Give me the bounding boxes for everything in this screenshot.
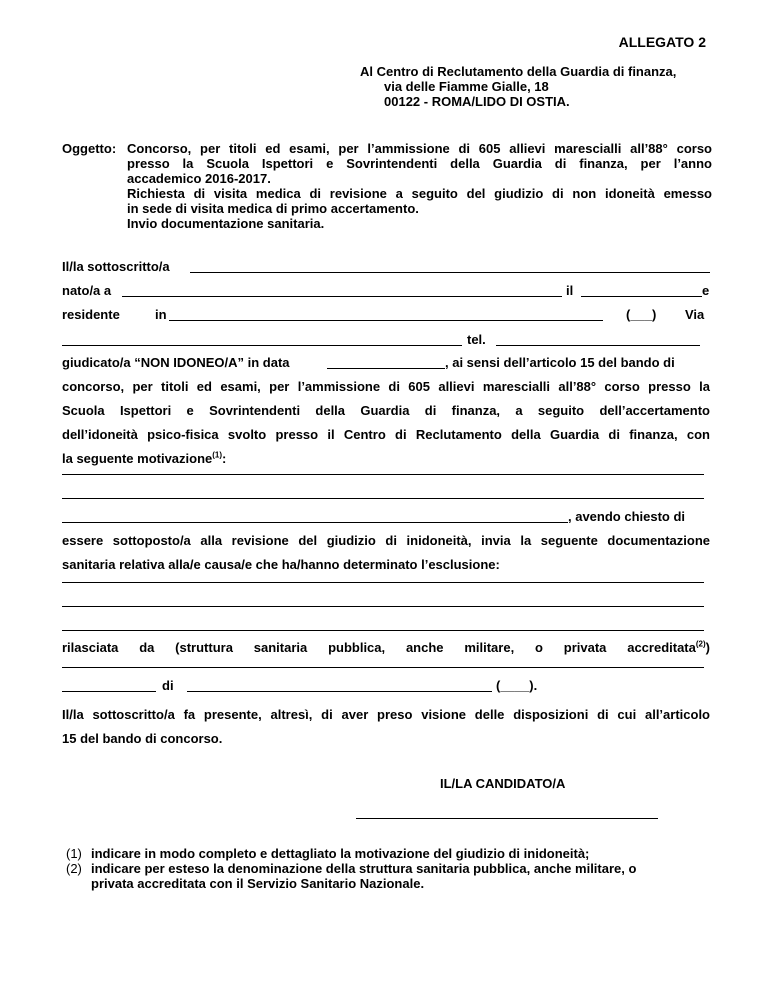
phone-field[interactable] xyxy=(496,345,700,346)
body-text: anche xyxy=(405,640,444,655)
recipient-line: via delle Fiamme Gialle, 18 xyxy=(384,79,549,94)
body-text: militare, xyxy=(464,640,515,655)
motivation-field[interactable] xyxy=(62,474,704,475)
subject-line: in sede di visita medica di primo accertamento. xyxy=(127,201,419,216)
issued-by-line xyxy=(62,640,710,655)
footnote-ref: (2) xyxy=(695,639,706,649)
body-text: o xyxy=(535,640,543,655)
body-text: essere sottoposto/a alla revisione del giudizio di inidoneità, invia la seguente documentazione xyxy=(62,533,710,548)
body-text: dell’idoneità psico-fisica svolto presso il Centro di Reclutamento della Guardia di finanza, con xyxy=(62,427,710,442)
signature-label: IL/LA CANDIDATO/A xyxy=(440,776,566,791)
body-text: la seguente motivazione$^{(1)}$: xyxy=(62,450,227,466)
province-field[interactable]: (____). xyxy=(496,678,538,693)
name-field[interactable] xyxy=(190,272,710,273)
body-text: (struttura xyxy=(175,640,233,655)
subject-line: presso la Scuola Ispettori e Sovrintendenti della Guardia di finanza, per l’anno xyxy=(127,156,712,171)
body-text: privata xyxy=(563,640,607,655)
footnote-ref: (1) xyxy=(212,450,223,460)
street-field[interactable] xyxy=(62,345,462,346)
documentation-field[interactable] xyxy=(62,630,704,631)
body-text: , avendo chiesto di xyxy=(568,509,686,524)
subject-label: Oggetto: xyxy=(62,141,117,156)
footnote-text: indicare per esteso la denominazione della struttura sanitaria pubblica, anche militare, o xyxy=(91,861,637,876)
city-field[interactable] xyxy=(187,691,492,692)
field-label: Via xyxy=(685,307,705,322)
motivation-field[interactable] xyxy=(62,522,568,523)
signature-field[interactable] xyxy=(356,818,658,819)
body-text: giudicato/a “NON IDONEO/A” in data xyxy=(62,355,290,370)
residence-field[interactable] xyxy=(169,320,603,321)
field-label: residente xyxy=(62,307,120,322)
motivation-field[interactable] xyxy=(62,498,704,499)
body-text: Scuola Ispettori e Sovrintendenti della Guardia di finanza, a seguito dell’accertamento xyxy=(62,403,710,418)
subject-line: Richiesta di visita medica di revisione a seguito del giudizio di non idoneità emesso xyxy=(127,186,712,201)
body-text: accreditata$^{(2)}$) xyxy=(627,639,710,655)
facility-field[interactable] xyxy=(62,691,156,692)
allegato-label: ALLEGATO 2 xyxy=(618,34,706,50)
body-text: sanitaria xyxy=(253,640,308,655)
field-label: in xyxy=(155,307,167,322)
subject-line: accademico 2016-2017. xyxy=(127,171,271,186)
footnote-number: (2) xyxy=(66,861,82,876)
birthdate-field[interactable] xyxy=(581,296,702,297)
recipient-line: Al Centro di Reclutamento della Guardia di finanza, xyxy=(360,64,677,79)
body-text: 15 del bando di concorso. xyxy=(62,731,223,746)
field-label: il xyxy=(566,283,574,298)
documentation-field[interactable] xyxy=(62,582,704,583)
province-field[interactable]: (___) xyxy=(626,307,657,322)
body-text: rilasciata xyxy=(62,640,119,655)
body-text: sanitaria relativa alla/e causa/e che ha/hanno determinato l’esclusione: xyxy=(62,557,500,572)
body-text: Il/la sottoscritto/a fa presente, altresì, di aver preso visione delle disposizioni di cui all’articolo xyxy=(62,707,710,722)
field-label: Il/la sottoscritto/a xyxy=(62,259,170,274)
subject-line: Concorso, per titoli ed esami, per l’ammissione di 605 allievi marescialli all’88° corso xyxy=(127,141,712,156)
birthplace-field[interactable] xyxy=(122,296,562,297)
footnote-text: indicare in modo completo e dettagliato la motivazione del giudizio di inidoneità; xyxy=(91,846,590,861)
body-text: concorso, per titoli ed esami, per l’ammissione di 605 allievi marescialli all’88° corso presso la xyxy=(62,379,710,394)
date-field[interactable] xyxy=(327,368,445,369)
body-text: , ai sensi dell’articolo 15 del bando di xyxy=(445,355,675,370)
field-label: tel. xyxy=(467,332,486,347)
field-label: nato/a a xyxy=(62,283,112,298)
body-text: pubblica, xyxy=(328,640,386,655)
field-label: e xyxy=(702,283,710,298)
documentation-field[interactable] xyxy=(62,606,704,607)
footnote-text: privata accreditata con il Servizio Sanitario Nazionale. xyxy=(91,876,425,891)
subject-line: Invio documentazione sanitaria. xyxy=(127,216,325,231)
field-label: di xyxy=(162,678,174,693)
recipient-line: 00122 - ROMA/LIDO DI OSTIA. xyxy=(384,94,570,109)
facility-field[interactable] xyxy=(62,667,704,668)
body-text: da xyxy=(139,640,155,655)
footnote-number: (1) xyxy=(66,846,82,861)
